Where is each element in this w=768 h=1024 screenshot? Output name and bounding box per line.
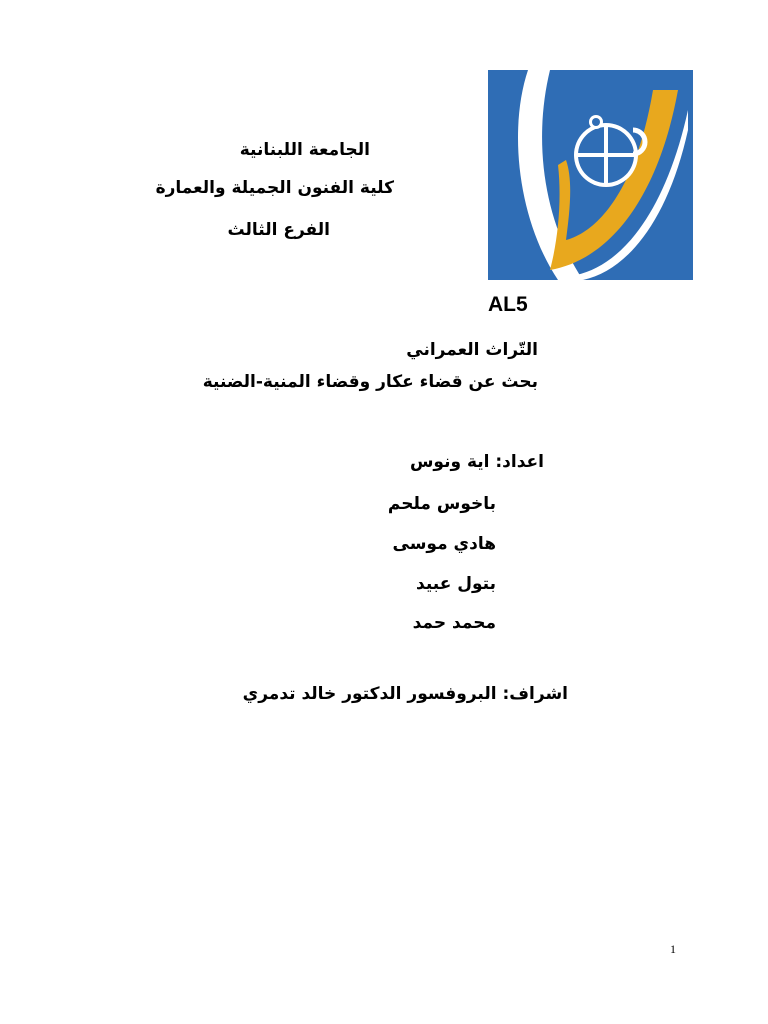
prepared-by-label: اعداد: اية ونوس bbox=[409, 452, 544, 472]
university-name: الجامعة اللبنانية bbox=[239, 140, 370, 160]
lebanese-university-logo-icon bbox=[488, 70, 693, 280]
author-name: باخوس ملحم bbox=[387, 494, 496, 514]
author-name: هادي موسى bbox=[392, 534, 496, 554]
supervisor: اشراف: البروفسور الدكتور خالد تدمري bbox=[242, 684, 568, 704]
page-number: 1 bbox=[670, 942, 676, 956]
subject-title: التّراث العمراني bbox=[406, 340, 538, 360]
research-title: بحث عن قضاء عكار وقضاء المنية-الضنية bbox=[202, 372, 538, 392]
branch-name: الفرع الثالث bbox=[227, 220, 330, 240]
course-code: AL5 bbox=[488, 293, 528, 316]
author-name: بتول عبيد bbox=[416, 574, 496, 594]
author-name: محمد حمد bbox=[412, 613, 496, 633]
faculty-name: كلية الفنون الجميلة والعمارة bbox=[155, 178, 394, 198]
